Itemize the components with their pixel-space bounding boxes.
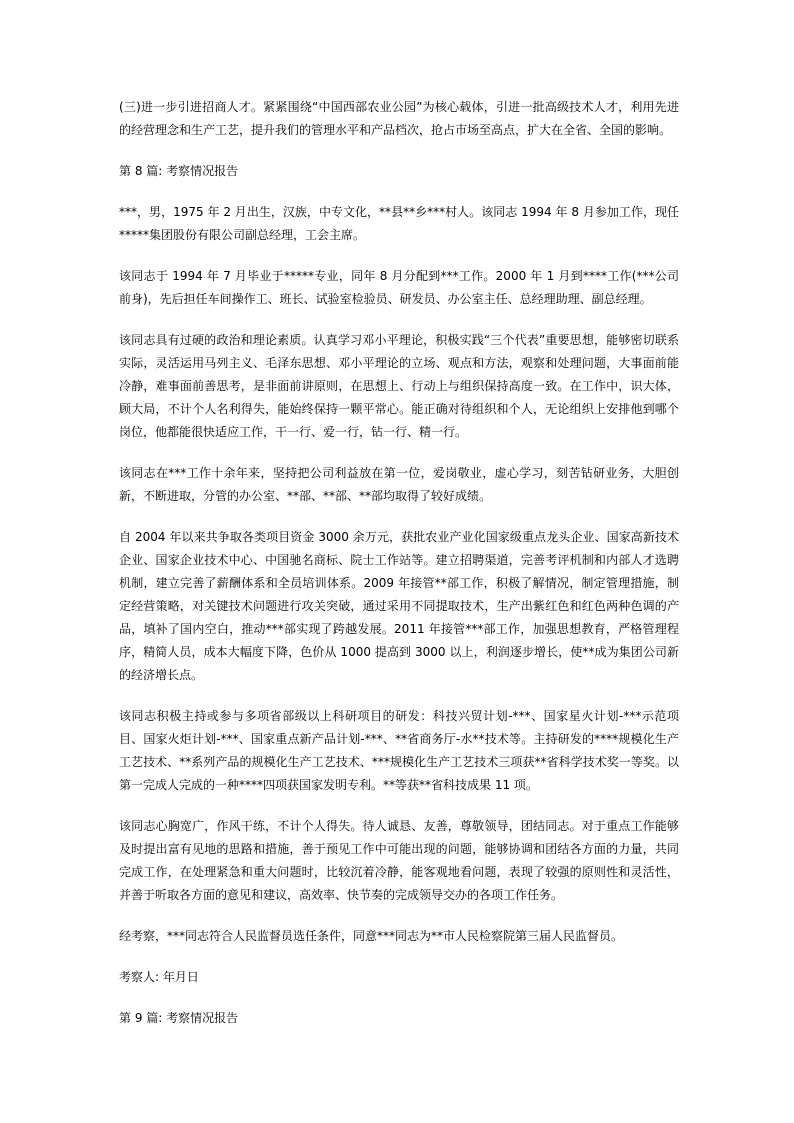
document-page	[119, 96, 679, 1048]
paragraph-talent-intro: (三)进一步引进招商人才。紧紧围绕“中国西部农业公园”为核心载体，引进一批高级技术人才，利用先进的经营理念和生产工艺，提升我们的管理水平和产品档次，抢占市场至高点，扩大在全省、全国的影响。	[119, 100, 679, 137]
section-heading-8: 第 8 篇: 考察情况报告	[119, 164, 239, 178]
paragraph-inspector-signature: 考察人: 年月日	[119, 970, 199, 984]
paragraph-political-quality: 该同志具有过硬的政治和理论素质。认真学习邓小平理论，积极实践“三个代表”重要思想，能够密切联系实际，灵活运用马列主义、毛泽东思想、邓小平理论的立场、观点和方法，观察和处理问题，大事面前能冷静，难事面前善思考，是非面前讲原则，在思想上、行动上与组织保持高度一致。在工作中，识大体，顾大局，不计个人名利得失，能始终保持一颗平常心。能正确对待组织和个人，无论组织上安排他到哪个岗位，他都能很快适应工作，干一行、爱一行，钻一行、精一行。	[119, 333, 679, 439]
paragraph-work-attitude: 该同志在***工作十余年来，坚持把公司利益放在第一位，爱岗敬业，虚心学习，刻苦钻研业务，大胆创新，不断进取，分管的办公室、**部、**部、**部均取得了较好成绩。	[119, 466, 679, 503]
paragraph-character: 该同志心胸宽广，作风干练，不计个人得失。待人诚恳、友善，尊敬领导，团结同志。对于重点工作能够及时提出富有见地的思路和措施，善于预见工作中可能出现的问题，能够协调和团结各方面的力量，共同完成工作，在处理紧急和重大问题时，比较沉着冷静，能客观地看问题，表现了较强的原则性和灵活性，并善于听取各方面的意见和建议，高效率、快节奏的完成领导交办的各项工作任务。	[119, 819, 679, 902]
paragraph-achievements: 自 2004 年以来共争取各类项目资金 3000 余万元，获批农业产业化国家级重点龙头企业、国家高新技术企业、国家企业技术中心、中国驰名商标、院士工作站等。建立招聘渠道，完善考评机制和内部人才选聘机制，建立完善了薪酬体系和全员培训体系。2009 年接管**部工作，积极了解情况，制定管理措施，制定经营策略，对关键技术问题进行攻关突破，通过采用不同提取技术，生产出紫红色和红色两种色调的产品，填补了国内空白，推动***部实现了跨越发展。2011 年接管***部工作，加强思想教育，严格管理程序，精简人员，成本大幅度下降，色价从 1000 提高到 3000 以上，利润逐步增长，使**成为集团公司新的经济增长点。	[119, 530, 679, 682]
paragraph-research: 该同志积极主持或参与多项省部级以上科研项目的研发：科技兴贸计划-***、国家星火计划-***示范项目、国家火炬计划-***、国家重点新产品计划-***、**省商务厅-水**技术等。主持研发的****规模化生产工艺技术、**系列产品的规模化生产工艺技术、***规模化生产工艺技术三项获**省科学技术奖一等奖。以第一完成人完成的一种****四项获国家发明专利。**等获**省科技成果 11 项。	[119, 709, 679, 792]
paragraph-profile: ***，男，1975 年 2 月出生，汉族，中专文化，**县**乡***村人。该同志 1994 年 8 月参加工作，现任*****集团股份有限公司副总经理，工会主席。	[119, 205, 679, 242]
paragraph-conclusion: 经考察，***同志符合人民监督员选任条件，同意***同志为**市人民检察院第三届人民监督员。	[119, 929, 624, 943]
section-heading-9: 第 9 篇: 考察情况报告	[119, 1011, 239, 1025]
paragraph-career: 该同志于 1994 年 7 月毕业于*****专业，同年 8 月分配到***工作。2000 年 1 月到****工作(***公司前身)，先后担任车间操作工、班长、试验室检验员、研发员、办公室主任、总经理助理、副总经理。	[119, 269, 679, 306]
